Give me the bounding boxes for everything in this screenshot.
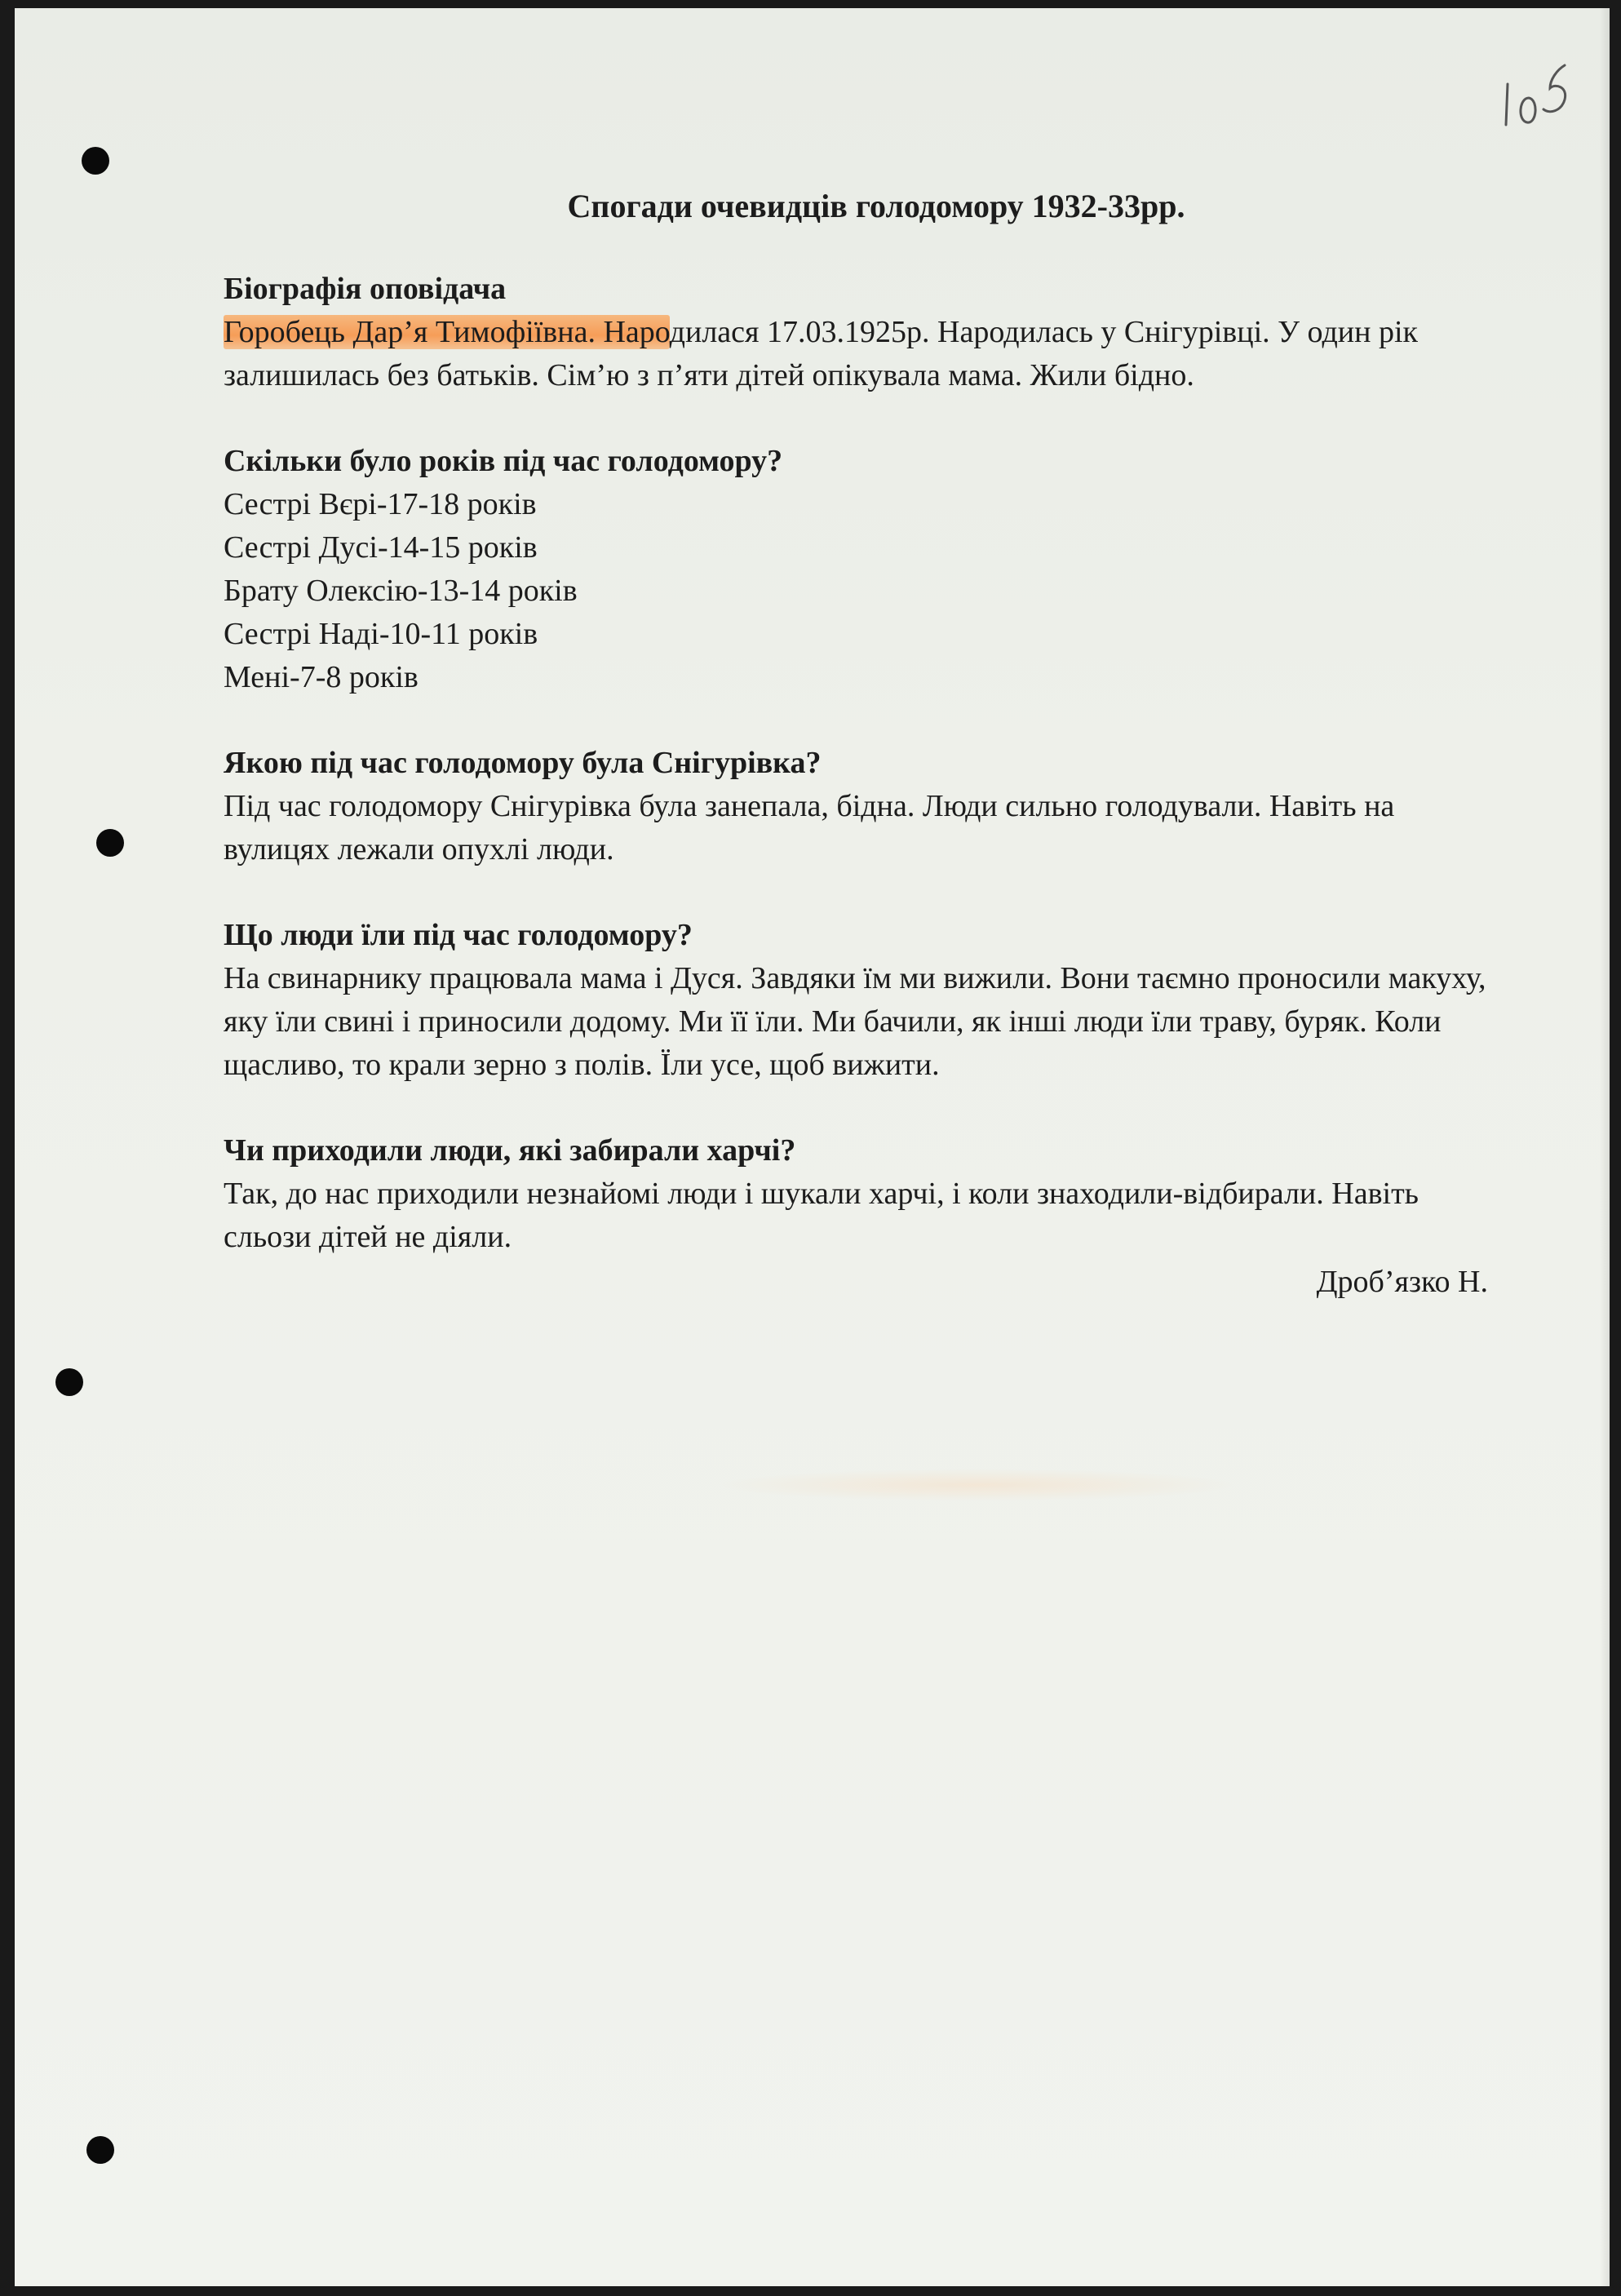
section-text: Під час голодомору Снігурівка була занепала, бідна. Люди сильно голодували. Навіть на вулицях лежали опухлі люди. (224, 789, 1395, 867)
punch-hole-icon (55, 1368, 83, 1396)
punch-hole-icon (96, 829, 124, 857)
age-line: Сестрі Наді-10-11 років (224, 617, 538, 651)
section-biography (224, 268, 1496, 397)
section-village (224, 742, 1496, 871)
biography-rest: дилася 17.03.1925р. Народилась у Снігурівці. У один рік залишилась без батьків. Сім’ю з п’яти дітей опікувала мама. Жили бідно. (224, 315, 1418, 392)
punch-hole-icon (82, 147, 109, 175)
section-ages (224, 440, 1496, 699)
document-page (15, 8, 1610, 2286)
section-heading: Чи приходили люди, які забирали харчі? (224, 1133, 796, 1168)
section-requisition (224, 1129, 1496, 1259)
age-line: Сестрі Дусі-14-15 років (224, 530, 538, 565)
document-content (224, 171, 1496, 1304)
handwritten-page-number (1490, 47, 1579, 137)
page-edge-shadow (1600, 8, 1610, 2286)
section-text: Так, до нас приходили незнайомі люди і шукали харчі, і коли знаходили-відбирали. Навіть сльози дітей не діяли. (224, 1177, 1419, 1254)
age-line: Сестрі Вєрі-17-18 років (224, 487, 537, 521)
age-line: Мені-7-8 років (224, 660, 419, 694)
section-heading: Скільки було років під час голодомору? (224, 444, 783, 478)
section-heading: Якою під час голодомору була Снігурівка? (224, 746, 822, 780)
show-through-stain (716, 1469, 1238, 1501)
document-title: Спогади очевидців голодомору 1932-33рр. (567, 188, 1185, 224)
author-signature: Дроб’язко Н. (1316, 1265, 1488, 1299)
biography-text (224, 311, 1496, 397)
section-food (224, 914, 1496, 1087)
age-line: Брату Олексію-13-14 років (224, 574, 578, 608)
section-heading: Біографія оповідача (224, 272, 507, 306)
highlighted-name: Горобець Дар’я Тимофіївна. Наро (224, 315, 670, 349)
section-heading: Що люди їли під час голодомору? (224, 918, 693, 952)
section-text: На свинарнику працювала мама і Дуся. Завдяки їм ми вижили. Вони таємно проносили макуху, яку їли свині і приносили додому. Ми її їли. Ми бачили, як інші люди їли траву, буряк. Коли щасливо, то крали зерно з полів. Їли усе, щоб вижити. (224, 961, 1486, 1082)
punch-hole-icon (86, 2136, 114, 2164)
